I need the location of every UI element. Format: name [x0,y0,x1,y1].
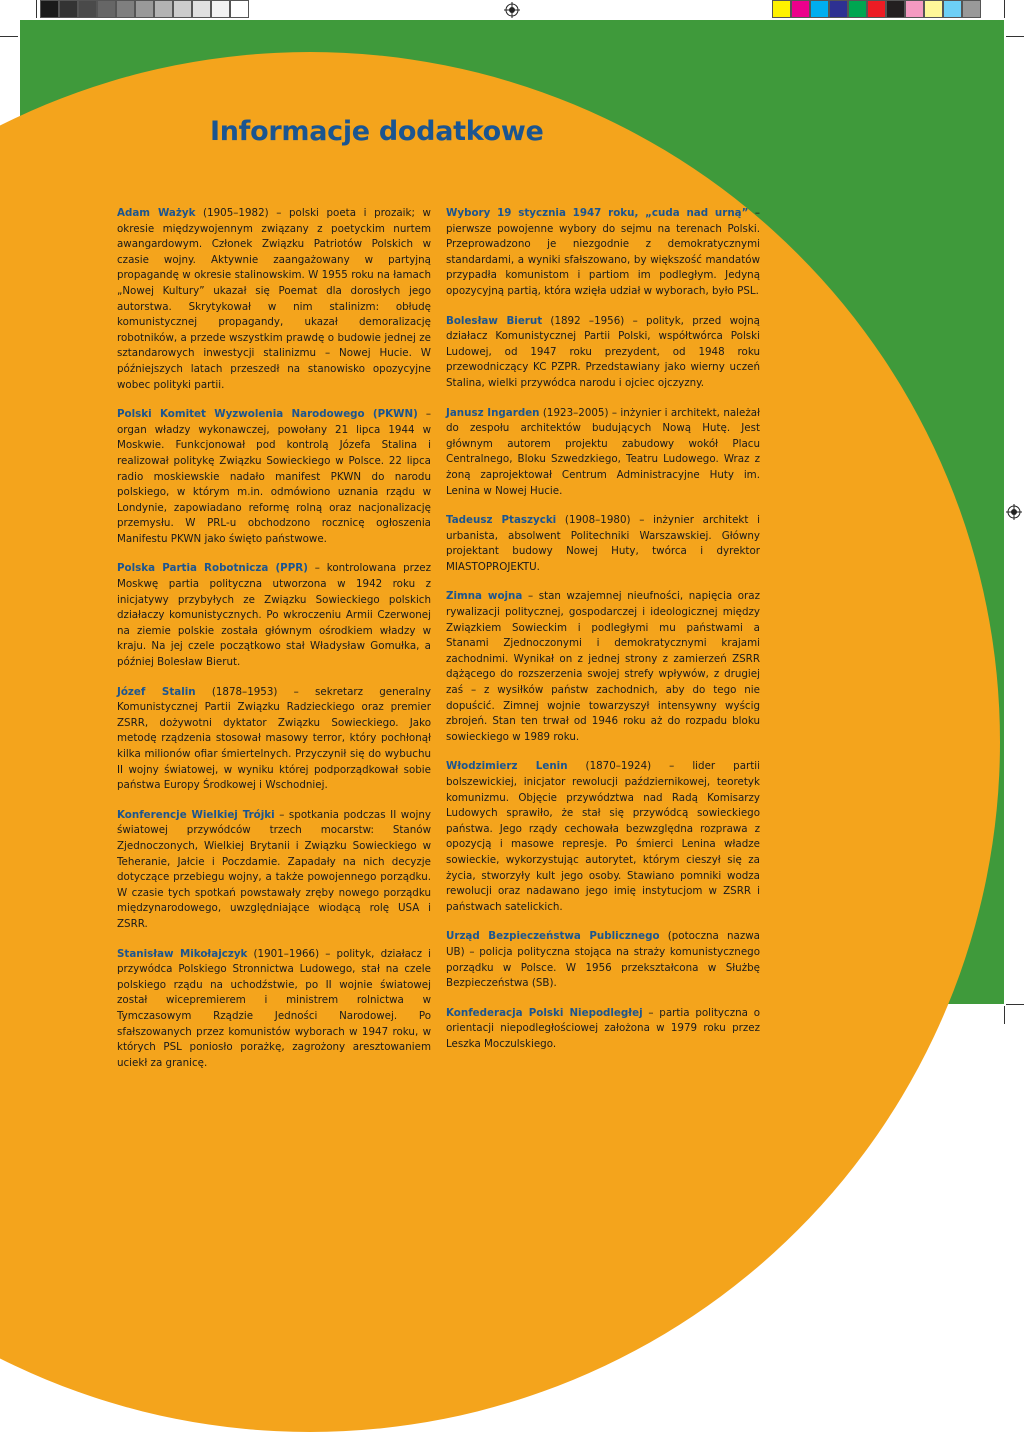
color-swatch [211,0,230,18]
glossary-entry [117,206,431,393]
glossary-entry [117,808,431,933]
crop-mark [1004,0,1005,18]
left-column [117,206,431,1085]
glossary-entry [446,513,760,575]
glossary-entry [446,1006,760,1053]
glossary-term: Urząd Bezpieczeństwa Publicznego [446,930,660,943]
color-swatch [905,0,924,18]
glossary-entry [117,407,431,547]
glossary-term: Polska Partia Robotnicza (PPR) [117,562,308,575]
glossary-definition: – organ władzy wykonawczej, powołany 21 lipca 1944 w Moskwie. Funkcjonował pod kontrolą Józefa Stalina i realizował politykę Związku Sowieckiego w Polsce. 22 lipca radio moskiewskie nadało manifest PKWN do narodu polskiego, w którym m.in. odmówiono uznania rządu w Londynie, zapowiadano reformę rolną oraz nacjonalizację przemysłu. W PRL-u obchodzono rocznicę ogłoszenia Manifestu PKWN jako święto państwowe. [117,408,431,545]
color-swatch [59,0,78,18]
color-swatch [791,0,810,18]
glossary-term: Konferencje Wielkiej Trójki [117,808,275,821]
glossary-entry [446,406,760,500]
color-swatch [943,0,962,18]
glossary-entry [446,589,760,745]
page [20,20,1004,1069]
color-swatch [867,0,886,18]
page-title: Informacje dodatkowe [210,116,544,147]
crop-mark [0,36,18,37]
glossary-definition: (1901–1966) – polityk, działacz i przywódca Polskiego Stronnictwa Ludowego, stał na czele polskiego rządu na uchodźstwie, po II wojnie światowej został wicepremierem i ministrem rolnictwa w Tymczasowym Rządzie Jedności Narodowej. Po sfałszowanych przez komunistów wyborach w 1947 roku, w których PSL poniosło porażkę, zagrożony aresztowaniem uciekł za granicę. [117,947,431,1069]
glossary-entry [446,314,760,392]
glossary-definition: – pierwsze powojenne wybory do sejmu na terenach Polski. Przeprowadzono je niezgodnie z demokratycznymi standardami, a wyniki sfałszowano, by większość mandatów przypadła komunistom i partiom im podległym. Jedyną opozycyjną partią, która wzięła udział w wyborach, było PSL. [446,207,761,297]
glossary-definition: (1905–1982) – polski poeta i prozaik; w okresie międzywojennym związany z poetyckim nurtem awangardowym. Członek Związku Patriotów Polskich w czasie wojny. Aktywnie zaangażowany w partyjną propagandę w okresie stalinowskim. W 1955 roku na łamach „Nowej Kultury” ukazał się Poemat dla dorosłych jego autorstwa. Skrytykował w nim stalinizm: obłudę komunistycznej propagandy, ukazał demoralizację robotników, a przede wszystkim prawdę o budowie jednej ze sztandarowych inwestycji stalinizmu – Nowej Hucie. W późniejszych latach przeszedł na stanowisko opozycyjne wobec polityki partii. [117,207,431,391]
glossary-term: Konfederacja Polski Niepodległej [446,1006,643,1019]
color-swatch [829,0,848,18]
glossary-entry [446,759,760,915]
glossary-term: Józef Stalin [117,685,196,698]
glossary-entry [446,206,760,300]
color-swatch [97,0,116,18]
registration-mark-icon [504,2,520,18]
glossary-definition: – partia polityczna o orientacji niepodległościowej założona w 1979 roku przez Leszka Moczulskiego. [446,1006,760,1050]
color-swatch [40,0,59,18]
color-swatch [924,0,943,18]
glossary-entry [446,929,760,991]
crop-mark [1006,36,1024,37]
color-swatch [192,0,211,18]
color-swatch [772,0,791,18]
color-swatch [848,0,867,18]
color-bar-cmyk [772,0,981,20]
registration-mark-icon [1006,504,1022,520]
right-column [446,206,760,1067]
crop-mark [36,0,37,18]
color-swatch [78,0,97,18]
glossary-definition: (potoczna nazwa UB) – policja polityczna stojąca na straży komunistycznego porządku w Polsce. W 1956 przekształcona w Służbę Bezpieczeństwa (SB). [446,930,760,990]
glossary-definition: (1870–1924) – lider partii bolszewickiej, inicjator rewolucji październikowej, teoretyk komunizmu. Objęcie przywództwa nad Radą Komisarzy Ludowych sprawiło, że stał się przywódcą sowieckiego państwa. Jego rządy cechowała bezwzględna rozprawa z opozycją i masowe represje. Po śmierci Lenina władze sowieckie, wykorzystując autorytet, którym cieszył się za życia, stworzyły kult jego osoby. Stawiano pomniki wodza rewolucji oraz nadawano jego imię instytucjom w ZSRR i państwach satelickich. [446,760,761,913]
glossary-term: Włodzimierz Lenin [446,760,568,773]
glossary-definition: (1923–2005) – inżynier i architekt, należał do zespołu architektów budujących Nową Hutę. Jest głównym autorem projektu zabudowy wokół Placu Centralnego, Bloku Szwedzkiego, Teatru Ludowego. Wraz z żoną zaprojektował Centrum Administracyjne Huty im. Lenina w Nowej Hucie. [446,406,760,497]
glossary-term: Zimna wojna [446,590,523,603]
glossary-definition: (1878–1953) – sekretarz generalny Komunistycznej Partii Związku Radzieckiego oraz premier ZSRR, dożywotni dyktator Związku Sowieckiego. Jako metodę rządzenia stosował masowy terror, który pochłonął kilka milionów ofiar śmiertelnych. Przyczynił się do wybuchu II wojny światowej, w wyniku której podporządkował sobie państwa Europy Środkowej i Wschodniej. [117,685,431,792]
glossary-definition: – kontrolowana przez Moskwę partia polityczna utworzona w 1942 roku z inicjatywy przybyłych ze Związku Sowieckiego polskich działaczy komunistycznych. Po wkroczeniu Armii Czerwonej na ziemie polskie została głównym ośrodkiem władzy w kraju. Na jej czele początkowo stał Władysław Gomułka, a później Bolesław Bierut. [117,562,431,669]
glossary-term: Adam Ważyk [117,207,196,219]
color-swatch [810,0,829,18]
color-swatch [135,0,154,18]
color-swatch [154,0,173,18]
glossary-entry [117,561,431,670]
color-swatch [230,0,249,18]
glossary-definition: – spotkania podczas II wojny światowej przywódców trzech mocarstw: Stanów Zjednoczonych, Wielkiej Brytanii i Związku Sowieckiego w Teheranie, Jałcie i Poczdamie. Zapadały na nich decyzje dotyczące przebiegu wojny, a także powojennego porządku. W czasie tych spotkań powstawały zręby nowego porządku międzynarodowego, uwzględniające wiodącą rolę USA i ZSRR. [117,808,431,930]
glossary-term: Janusz Ingarden [446,406,540,419]
glossary-definition: (1892 –1956) – polityk, przed wojną działacz Komunistycznej Partii Polski, współtwórca Polski Ludowej, od 1947 roku prezydent, od 1948 roku przewodniczący KC PZPR. Przedstawiany jako wierny uczeń Stalina, wielki przywódca narodu i ojciec ojczyzny. [446,314,760,389]
color-bar-grayscale [40,0,249,20]
color-swatch [173,0,192,18]
crop-mark [1004,1006,1005,1024]
glossary-entry [117,685,431,794]
glossary-term: Stanisław Mikołajczyk [117,947,248,960]
glossary-definition: – stan wzajemnej nieufności, napięcia oraz rywalizacji politycznej, gospodarczej i ideologicznej między Związkiem Sowieckim i podległymi mu państwami a Stanami Zjednoczonymi i demokratycznymi krajami zachodnimi. Wynikał on z jednej strony z zamierzeń ZSRR dążącego do rozszerzenia swojej strefy wpływów, z drugiej zaś – z wysiłków państw zachodnich, aby do tego nie dopuścić. Zimnej wojnie towarzyszył intensywny wyścig zbrojeń. Stan ten trwał od 1946 roku aż do rozpadu bloku sowieckiego w 1989 roku. [446,590,760,743]
glossary-entry [117,947,431,1072]
glossary-definition: (1908–1980) – inżynier architekt i urbanista, absolwent Politechniki Warszawskiej. Główny projektant budowy Nowej Huty, twórca i dyrektor MIASTOPROJEKTU. [446,514,760,573]
crop-mark [1006,1004,1024,1005]
glossary-term: Polski Komitet Wyzwolenia Narodowego (PKWN) [117,408,418,421]
color-swatch [886,0,905,18]
glossary-term: Wybory 19 stycznia 1947 roku, „cuda nad urną” [446,207,749,219]
color-swatch [962,0,981,18]
color-swatch [116,0,135,18]
glossary-term: Tadeusz Ptaszycki [446,514,557,527]
glossary-term: Bolesław Bierut [446,314,543,327]
